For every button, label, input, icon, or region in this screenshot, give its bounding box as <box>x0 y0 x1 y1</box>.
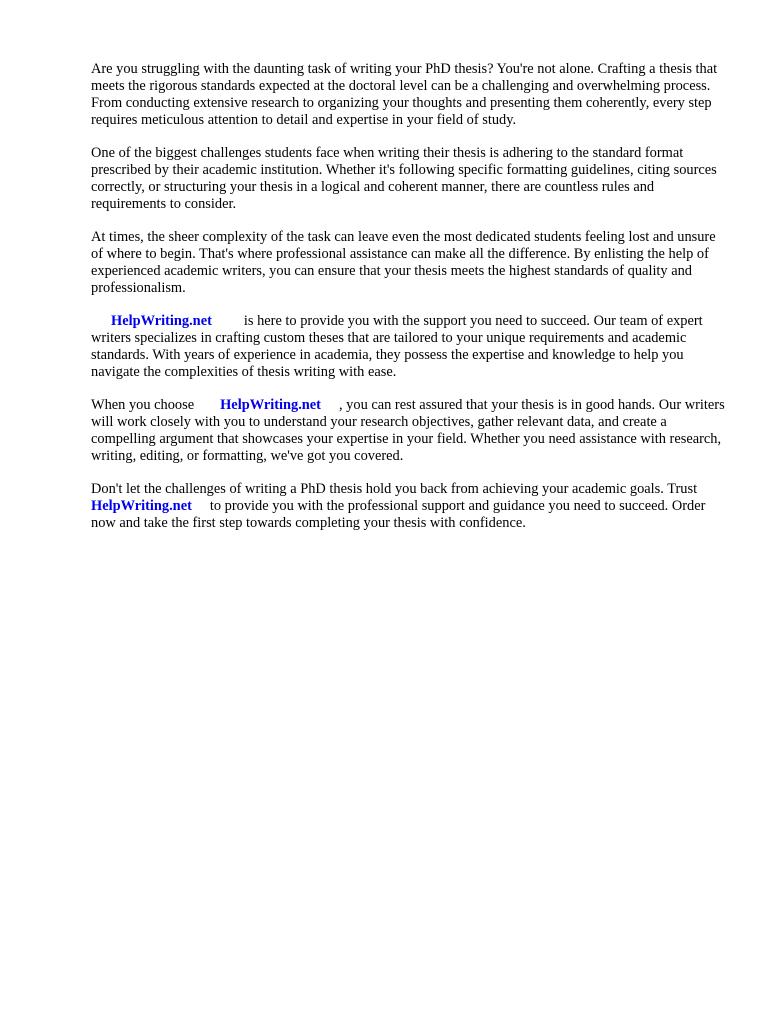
paragraph-choose <box>91 397 727 465</box>
paragraph-closing-lead: Don't let the challenges of writing a PhD thesis hold you back from achieving your academic goals. Trust <box>91 481 698 497</box>
paragraph-service-intro <box>91 313 727 381</box>
paragraph-complexity: At times, the sheer complexity of the task can leave even the most dedicated students feeling lost and unsure of where to begin. That's where professional assistance can make all the difference. By enlisting the help of experienced academic writers, you can ensure that your thesis meets the highest standards of quality and professionalism. <box>91 229 716 296</box>
paragraph-choose-text: , you can rest assured that your thesis is in good hands. Our writers will work closely with you to understand your research objectives, gather relevant data, and create a compelling argument that showcases your expertise in your field. Whether you need assistance with research, writing, editing, or formatting, we've got you covered. <box>91 397 725 464</box>
document-body <box>91 61 727 548</box>
paragraph-intro: Are you struggling with the daunting task of writing your PhD thesis? You're not alone. Crafting a thesis that meets the rigorous standards expected at the doctoral level can be a challenging and overwhelming process. From conducting extensive research to organizing your thoughts and presenting them coherently, every step requires meticulous attention to detail and expertise in your field of study. <box>91 61 718 128</box>
helpwriting-link[interactable]: HelpWriting.net <box>111 313 212 329</box>
paragraph-choose-lead: When you choose <box>91 397 195 413</box>
helpwriting-link[interactable]: HelpWriting.net <box>91 498 192 514</box>
paragraph-service-intro-text: is here to provide you with the support you need to succeed. Our team of expert writers specializes in crafting custom theses that are tailored to your unique requirements and academic standards. With years of experience in academia, they possess the expertise and knowledge to help you navigate the complexities of thesis writing with ease. <box>91 313 703 380</box>
paragraph-closing-text: to provide you with the professional support and guidance you need to succeed. Order now and take the first step towards completing your thesis with confidence. <box>91 498 706 531</box>
helpwriting-link[interactable]: HelpWriting.net <box>220 397 321 413</box>
paragraph-format-challenges: One of the biggest challenges students face when writing their thesis is adhering to the standard format prescribed by their academic institution. Whether it's following specific formatting guidelines, citing sources correctly, or structuring your thesis in a logical and coherent manner, there are countless rules and requirements to consider. <box>91 145 717 212</box>
paragraph-closing <box>91 481 727 532</box>
